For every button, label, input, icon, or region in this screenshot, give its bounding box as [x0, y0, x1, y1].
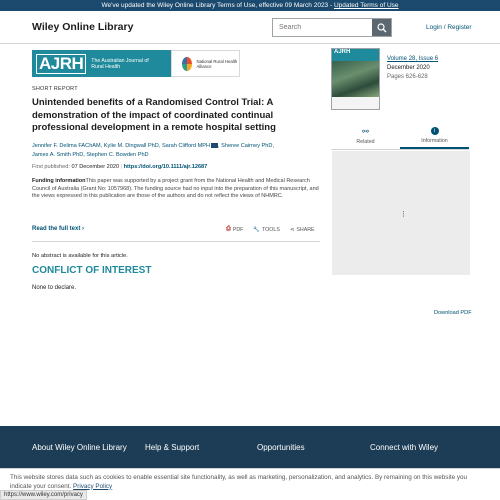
volume-label: Volume — [387, 56, 408, 62]
issue-pages: Pages 626-628 — [387, 74, 428, 80]
nrha-logo-icon — [182, 57, 192, 71]
cover-image — [332, 61, 379, 97]
article-tools — [226, 226, 315, 233]
coi-text: None to declare. — [32, 285, 77, 291]
search-box — [272, 18, 392, 37]
terms-link[interactable]: Updated Terms of Use — [333, 2, 399, 9]
issue-info — [387, 55, 438, 82]
authors-line2[interactable]: James A. Smith PhD, Stephen C. Bowden PhD — [32, 151, 149, 158]
status-bar-url: https://www.wiley.com/privacy — [0, 490, 87, 500]
tab-related-label: Related — [356, 139, 375, 145]
article-type: SHORT REPORT — [32, 86, 78, 92]
publication-info: First published: 07 December 2020 | https://doi.org/10.1111/ajr.12687 — [32, 164, 208, 170]
issue-cover[interactable] — [331, 48, 380, 110]
funding-label: Funding information — [32, 178, 86, 184]
search-icon — [377, 23, 387, 33]
footer-opportunities[interactable]: Opportunities — [257, 443, 305, 452]
cookie-text — [10, 474, 490, 491]
network-icon: ⚯ — [362, 127, 369, 136]
share-label: SHARE — [296, 226, 315, 233]
funding-info — [32, 178, 320, 201]
pdf-button[interactable] — [226, 226, 243, 233]
tab-information[interactable] — [400, 124, 469, 149]
authors-line1b[interactable]: , Sheree Cairney PhD, — [218, 143, 274, 149]
partner-name: National Rural Health Alliance — [196, 58, 238, 69]
doi-link[interactable]: https://doi.org/10.1111/ajr.12687 — [123, 164, 208, 170]
chevron-right-icon: › — [82, 226, 85, 232]
authors-line1[interactable]: Jennifer F. Delima FAChAM, Kylie M. Dingwall PhD, Sarah Clifford MPH — [32, 143, 211, 149]
published-date: 07 December 2020 — [71, 164, 120, 170]
mail-icon[interactable] — [211, 143, 218, 148]
volume-number: 28 — [408, 56, 416, 62]
tools-button[interactable] — [253, 226, 279, 233]
share-icon: ⋖ — [289, 226, 295, 233]
cover-label: AJRH — [332, 49, 379, 61]
article-title: Unintended benefits of a Randomised Control Trial: A demonstration of the impact of coordinated continual professional development in a remote hospital setting — [32, 97, 276, 133]
login-register-link[interactable]: Login / Register — [426, 24, 472, 31]
author-list — [32, 142, 302, 159]
no-abstract-note: No abstract is available for this article. — [32, 253, 128, 259]
tools-label: TOOLS — [262, 226, 280, 233]
issue-label: Issue — [418, 56, 434, 62]
read-full-text-link[interactable] — [32, 226, 84, 232]
tab-related[interactable] — [331, 124, 400, 149]
sidebar-panel — [332, 151, 470, 275]
info-icon: i — [431, 127, 439, 135]
issue-date: December 2020 — [387, 65, 430, 71]
footer-about[interactable]: About Wiley Online Library — [32, 443, 127, 452]
issue-number: 6 — [434, 56, 439, 62]
journal-logo — [32, 50, 171, 77]
divider — [32, 241, 320, 242]
journal-banner[interactable] — [32, 50, 240, 77]
cover-footer — [332, 97, 379, 109]
journal-abbr: AJRH — [36, 54, 86, 74]
banner-text: We've updated the Wiley Online Library Terms of Use, effective 09 March 2023 - — [101, 2, 334, 9]
loading-spinner-icon: ⁝ — [402, 209, 405, 219]
download-pdf-link[interactable]: Download PDF — [434, 310, 472, 316]
top-banner — [0, 0, 500, 11]
search-input[interactable] — [273, 19, 372, 36]
partner-logo — [171, 50, 240, 77]
sidebar-tabs — [331, 124, 469, 150]
wrench-icon: 🔧 — [253, 226, 261, 233]
footer-connect[interactable]: Connect with Wiley — [370, 443, 439, 452]
site-header — [0, 11, 500, 44]
cookie-message: This website stores data such as cookies to enable essential site functionality, as well as marketing, personalization, and analytics. By remaining on this website you indicate your consent. — [10, 474, 467, 490]
site-logo[interactable]: Wiley Online Library — [32, 21, 134, 33]
share-button[interactable] — [290, 226, 315, 233]
published-label: First published: — [32, 164, 72, 170]
tab-information-label: Information — [421, 138, 448, 144]
funding-text: This paper was supported by a project grant from the National Health and Medical Research Council of Australia (Grant No: 1057968). The funding source had no input into the preparation of this manuscript, and the views expressed in this publication are those of the authors and do not reflect the views of NHMRC. — [32, 178, 319, 200]
pdf-icon: ⎙ — [226, 226, 231, 232]
read-full-label: Read the full text — [32, 226, 81, 232]
pdf-label: PDF — [232, 226, 244, 233]
privacy-policy-link[interactable]: Privacy Policy — [73, 482, 113, 490]
volume-link[interactable]: Volume 28, Issue 6 — [387, 56, 439, 62]
footer-help[interactable]: Help & Support — [145, 443, 200, 452]
coi-heading: CONFLICT OF INTEREST — [32, 265, 152, 276]
search-button[interactable] — [372, 19, 391, 36]
journal-name: The Australian Journal of Rural Health — [91, 57, 149, 70]
